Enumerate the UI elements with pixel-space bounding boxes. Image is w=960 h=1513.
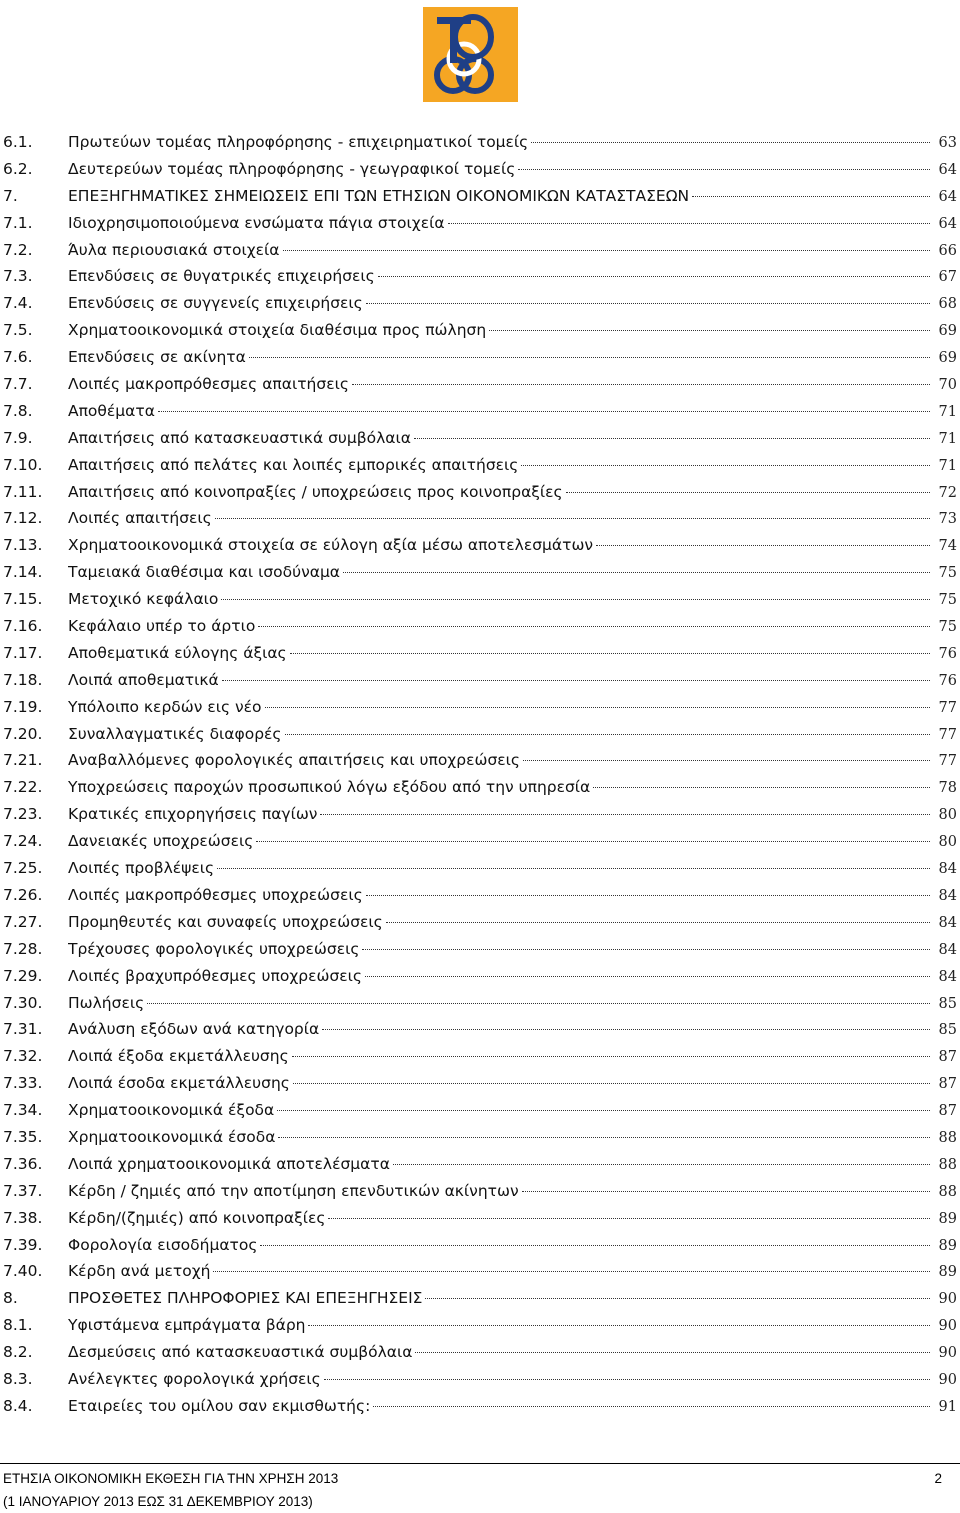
toc-entry-title: Υποχρεώσεις παροχών προσωπικού λόγω εξόδου από την υπηρεσία — [68, 778, 591, 797]
toc-entry-page: 77 — [938, 753, 957, 770]
toc-entry-number: 7.13. — [3, 536, 43, 555]
toc-entry-title: ΠΡΟΣΘΕΤΕΣ ΠΛΗΡΟΦΟΡΙΕΣ ΚΑΙ ΕΠΕΞΗΓΗΣΕΙΣ — [68, 1289, 423, 1308]
toc-entry-page: 90 — [938, 1345, 957, 1362]
toc-entry-number: 7.9. — [3, 428, 33, 447]
toc-entry-number: 7.15. — [3, 590, 43, 609]
toc-entry[interactable] — [0, 452, 960, 479]
toc-dot-leader — [523, 760, 930, 761]
toc-entry-number: 7.39. — [3, 1235, 43, 1254]
toc-entry-title: Επενδύσεις σε ακίνητα — [68, 348, 246, 367]
toc-entry[interactable] — [0, 237, 960, 264]
toc-entry-number: 7.26. — [3, 885, 43, 904]
toc-entry-page: 71 — [938, 403, 957, 420]
toc-entry[interactable] — [0, 344, 960, 371]
toc-entry[interactable] — [0, 129, 960, 156]
toc-entry-number: 7. — [3, 186, 18, 205]
toc-entry-number: 7.17. — [3, 643, 43, 662]
toc-entry-number: 7.12. — [3, 509, 43, 528]
toc-entry[interactable] — [0, 210, 960, 237]
toc-entry-page: 87 — [938, 1103, 957, 1120]
toc-dot-leader — [425, 1298, 930, 1299]
table-of-contents — [0, 129, 960, 1420]
footer-divider — [0, 1463, 960, 1464]
toc-entry-number: 7.20. — [3, 724, 43, 743]
toc-entry-page: 71 — [938, 430, 957, 447]
toc-entry-title: Λοιπά έσοδα εκμετάλλευσης — [68, 1074, 290, 1093]
toc-entry-page: 64 — [938, 161, 957, 178]
toc-entry[interactable] — [0, 1232, 960, 1259]
toc-entry-page: 89 — [938, 1210, 957, 1227]
toc-entry-number: 7.32. — [3, 1047, 43, 1066]
toc-entry-title: Επενδύσεις σε θυγατρικές επιχειρήσεις — [68, 267, 375, 286]
toc-entry-number: 7.38. — [3, 1208, 43, 1227]
toc-entry-title: Δανειακές υποχρεώσεις — [68, 832, 254, 851]
toc-entry-title: Συναλλαγματικές διαφορές — [68, 724, 282, 743]
toc-entry-page: 84 — [938, 914, 957, 931]
toc-dot-leader — [158, 411, 930, 412]
toc-dot-leader — [278, 1137, 930, 1138]
toc-entry-number: 7.40. — [3, 1262, 43, 1281]
toc-entry-number: 6.2. — [3, 159, 33, 178]
toc-dot-leader — [366, 895, 930, 896]
toc-entry-number: 7.4. — [3, 294, 33, 313]
toc-entry-title: Πρωτεύων τομέας πληροφόρησης - επιχειρηματικοί τομείς — [68, 133, 529, 151]
toc-entry[interactable] — [0, 1285, 960, 1312]
toc-entry-title: Ταμειακά διαθέσιμα και ισοδύναμα — [68, 563, 341, 582]
toc-entry-page: 70 — [938, 377, 957, 394]
toc-entry-title: Απαιτήσεις από πελάτες και λοιπές εμπορικές απαιτήσεις — [68, 455, 519, 474]
toc-entry-page: 89 — [938, 1237, 957, 1254]
toc-entry-title: ΕΠΕΞΗΓΗΜΑΤΙΚΕΣ ΣΗΜΕΙΩΣΕΙΣ ΕΠΙ ΤΩΝ ΕΤΗΣΙΩΝ ΟΙΚΟΝΟΜΙΚΩΝ ΚΑΤΑΣΤΑΣΕΩΝ — [68, 186, 690, 205]
toc-entry[interactable] — [0, 1151, 960, 1178]
toc-dot-leader — [373, 1406, 930, 1407]
toc-entry-page: 73 — [938, 511, 957, 528]
toc-entry-title: Φορολογία εισοδήματος — [68, 1235, 258, 1254]
toc-entry[interactable] — [0, 398, 960, 425]
toc-entry[interactable] — [0, 882, 960, 909]
toc-dot-leader — [352, 384, 930, 385]
toc-entry-title: Χρηματοοικονομικά έξοδα — [68, 1101, 275, 1120]
toc-entry-page: 63 — [938, 135, 957, 151]
toc-entry-number: 8.4. — [3, 1396, 33, 1415]
toc-dot-leader — [414, 438, 930, 439]
toc-entry-number: 7.37. — [3, 1181, 43, 1200]
toc-entry-title: Λοιπές προβλέψεις — [68, 859, 215, 878]
toc-dot-leader — [531, 142, 930, 143]
toc-entry-title: Κέρδη ανά μετοχή — [68, 1262, 211, 1281]
toc-entry-number: 7.18. — [3, 670, 43, 689]
toc-dot-leader — [222, 680, 930, 681]
toc-entry-title: Λοιπά αποθεματικά — [68, 670, 219, 689]
toc-entry-title: Πωλήσεις — [68, 993, 145, 1012]
toc-dot-leader — [328, 1218, 930, 1219]
toc-dot-leader — [593, 787, 930, 788]
toc-entry-number: 7.1. — [3, 213, 33, 232]
toc-entry-page: 76 — [938, 672, 957, 689]
toc-dot-leader — [393, 1164, 930, 1165]
toc-entry-title: Λοιπές μακροπρόθεσμες απαιτήσεις — [68, 375, 349, 394]
toc-entry[interactable] — [0, 613, 960, 640]
toc-dot-leader — [249, 357, 930, 358]
toc-entry-number: 7.36. — [3, 1154, 43, 1173]
toc-entry[interactable] — [0, 909, 960, 936]
toc-entry[interactable] — [0, 263, 960, 290]
toc-entry-number: 7.11. — [3, 482, 43, 501]
toc-dot-leader — [365, 976, 930, 977]
toc-entry-page: 89 — [938, 1264, 957, 1281]
toc-entry-title: Λοιπές απαιτήσεις — [68, 509, 212, 528]
toc-entry[interactable] — [0, 1097, 960, 1124]
toc-dot-leader — [292, 1056, 930, 1057]
toc-entry[interactable] — [0, 586, 960, 613]
toc-entry-page: 75 — [938, 565, 957, 582]
toc-entry-page: 64 — [938, 188, 957, 205]
toc-entry-number: 7.21. — [3, 751, 43, 770]
toc-entry-page: 77 — [938, 726, 957, 743]
toc-dot-leader — [366, 303, 930, 304]
toc-entry-number: 6.1. — [3, 133, 33, 151]
toc-entry-title: Ανάλυση εξόδων ανά κατηγορία — [68, 1020, 320, 1039]
toc-entry-title: Απαιτήσεις από κατασκευαστικά συμβόλαια — [68, 428, 411, 447]
toc-entry-number: 7.10. — [3, 455, 43, 474]
toc-entry-page: 88 — [938, 1156, 957, 1173]
toc-entry[interactable] — [0, 990, 960, 1017]
toc-entry-title: Χρηματοοικονομικά στοιχεία σε εύλογη αξία μέσω αποτελεσμάτων — [68, 536, 594, 555]
toc-dot-leader — [290, 653, 930, 654]
toc-entry-number: 8.3. — [3, 1369, 33, 1388]
toc-entry-title: Εταιρείες του ομίλου σαν εκμισθωτής: — [68, 1396, 371, 1415]
toc-entry-number: 7.7. — [3, 375, 33, 394]
toc-entry-number: 7.33. — [3, 1074, 43, 1093]
toc-entry[interactable] — [0, 774, 960, 801]
toc-entry-title: Ιδιοχρησιμοποιούμενα ενσώματα πάγια στοιχεία — [68, 213, 445, 232]
toc-entry[interactable] — [0, 156, 960, 183]
toc-entry-page: 84 — [938, 887, 957, 904]
toc-entry-number: 7.27. — [3, 912, 43, 931]
toc-entry-title: Υπόλοιπο κερδών εις νέο — [68, 697, 262, 716]
toc-entry[interactable] — [0, 667, 960, 694]
toc-dot-leader — [256, 841, 930, 842]
toc-dot-leader — [692, 196, 930, 197]
toc-dot-leader — [283, 250, 930, 251]
toc-entry-page: 84 — [938, 941, 957, 958]
toc-entry-number: 7.29. — [3, 966, 43, 985]
toc-entry[interactable] — [0, 721, 960, 748]
toc-entry-page: 91 — [938, 1398, 957, 1415]
toc-dot-leader — [147, 1003, 930, 1004]
toc-entry[interactable] — [0, 1178, 960, 1205]
toc-entry-number: 7.34. — [3, 1101, 43, 1120]
toc-dot-leader — [260, 1245, 930, 1246]
toc-entry[interactable] — [0, 640, 960, 667]
toc-entry-page: 87 — [938, 1076, 957, 1093]
toc-entry-number: 7.2. — [3, 240, 33, 259]
toc-entry-page: 90 — [938, 1371, 957, 1388]
toc-entry[interactable] — [0, 747, 960, 774]
toc-entry-number: 7.3. — [3, 267, 33, 286]
toc-dot-leader — [518, 169, 930, 170]
toc-entry-number: 7.24. — [3, 832, 43, 851]
toc-entry-title: Λοιπές μακροπρόθεσμες υποχρεώσεις — [68, 885, 363, 904]
toc-dot-leader — [277, 1110, 930, 1111]
toc-entry-page: 84 — [938, 968, 957, 985]
toc-entry-title: Χρηματοοικονομικά έσοδα — [68, 1127, 276, 1146]
toc-entry-page: 69 — [938, 323, 957, 340]
toc-entry-title: Δεσμεύσεις από κατασκευαστικά συμβόλαια — [68, 1343, 413, 1362]
toc-entry-title: Αποθεματικά εύλογης άξιας — [68, 643, 287, 662]
toc-entry-page: 78 — [938, 780, 957, 797]
toc-entry-page: 75 — [938, 592, 957, 609]
toc-entry-page: 69 — [938, 350, 957, 367]
toc-entry-title: Άυλα περιουσιακά στοιχεία — [68, 240, 280, 259]
toc-entry-title: Μετοχικό κεφάλαιο — [68, 590, 219, 609]
toc-entry-page: 75 — [938, 619, 957, 636]
toc-dot-leader — [448, 223, 930, 224]
toc-entry-title: Λοιπά χρηματοοικονομικά αποτελέσματα — [68, 1154, 390, 1173]
toc-entry-title: Αναβαλλόμενες φορολογικές απαιτήσεις και υποχρεώσεις — [68, 751, 520, 770]
toc-entry-page: 74 — [938, 538, 957, 555]
toc-entry[interactable] — [0, 425, 960, 452]
toc-entry-number: 7.8. — [3, 401, 33, 420]
toc-dot-leader — [322, 1029, 930, 1030]
toc-dot-leader — [362, 949, 930, 950]
toc-entry[interactable] — [0, 1070, 960, 1097]
toc-entry-title: Κέρδη/(ζημιές) από κοινοπραξίες — [68, 1208, 326, 1227]
toc-entry-page: 77 — [938, 699, 957, 716]
toc-dot-leader — [378, 276, 930, 277]
toc-entry-page: 72 — [938, 484, 957, 501]
toc-entry[interactable] — [0, 532, 960, 559]
toc-dot-leader — [215, 518, 930, 519]
toc-entry-page: 85 — [938, 995, 957, 1012]
toc-entry[interactable] — [0, 479, 960, 506]
toc-dot-leader — [324, 1379, 930, 1380]
toc-dot-leader — [522, 1191, 930, 1192]
toc-entry-page: 76 — [938, 645, 957, 662]
toc-entry-title: Κέρδη / ζημιές από την αποτίμηση επενδυτικών ακίνητων — [68, 1181, 519, 1200]
toc-entry-page: 85 — [938, 1022, 957, 1039]
toc-dot-leader — [415, 1352, 930, 1353]
toc-entry-number: 7.35. — [3, 1127, 43, 1146]
toc-entry-number: 7.5. — [3, 321, 33, 340]
toc-entry-number: 8.1. — [3, 1316, 33, 1335]
toc-entry[interactable] — [0, 1124, 960, 1151]
toc-entry-page: 71 — [938, 457, 957, 474]
toc-entry-number: 7.19. — [3, 697, 43, 716]
toc-entry-number: 7.25. — [3, 859, 43, 878]
toc-entry-page: 87 — [938, 1049, 957, 1066]
toc-dot-leader — [489, 330, 930, 331]
toc-entry-page: 67 — [938, 269, 957, 286]
toc-entry-title: Κεφάλαιο υπέρ το άρτιο — [68, 617, 256, 636]
toc-entry[interactable] — [0, 936, 960, 963]
toc-entry-page: 84 — [938, 861, 957, 878]
toc-entry-number: 7.16. — [3, 617, 43, 636]
toc-dot-leader — [521, 465, 930, 466]
toc-entry[interactable] — [0, 1016, 960, 1043]
toc-entry-number: 7.23. — [3, 805, 43, 824]
toc-entry-title: Αποθέματα — [68, 401, 155, 420]
toc-dot-leader — [320, 814, 930, 815]
toc-entry[interactable] — [0, 1312, 960, 1339]
toc-entry-number: 7.28. — [3, 939, 43, 958]
toc-entry-title: Επενδύσεις σε συγγενείς επιχειρήσεις — [68, 294, 363, 313]
toc-dot-leader — [596, 545, 930, 546]
toc-entry[interactable] — [0, 1393, 960, 1420]
footer-report-title: ΕΤΗΣΙΑ ΟΙΚΟΝΟΜΙΚΗ ΕΚΘΕΣΗ ΓΙΑ ΤΗΝ ΧΡΗΣΗ 2013 — [3, 1471, 339, 1486]
toc-entry-title: Λοιπές βραχυπρόθεσμες υποχρεώσεις — [68, 966, 363, 985]
tp-logo-icon — [423, 7, 518, 102]
toc-entry[interactable] — [0, 828, 960, 855]
toc-entry-number: 7.30. — [3, 993, 43, 1012]
toc-entry[interactable] — [0, 1339, 960, 1366]
toc-dot-leader — [221, 599, 930, 600]
toc-entry-title: Λοιπά έξοδα εκμετάλλευσης — [68, 1047, 289, 1066]
toc-dot-leader — [308, 1325, 930, 1326]
toc-entry-number: 8.2. — [3, 1343, 33, 1362]
toc-entry[interactable] — [0, 1366, 960, 1393]
toc-entry[interactable] — [0, 801, 960, 828]
toc-entry-page: 66 — [938, 242, 957, 259]
toc-entry[interactable] — [0, 317, 960, 344]
toc-entry-page: 80 — [938, 834, 957, 851]
toc-entry-title: Προμηθευτές και συναφείς υποχρεώσεις — [68, 912, 383, 931]
toc-entry[interactable] — [0, 855, 960, 882]
toc-entry-title: Ανέλεγκτες φορολογικά χρήσεις — [68, 1369, 321, 1388]
toc-dot-leader — [293, 1083, 930, 1084]
toc-entry-number: 7.14. — [3, 563, 43, 582]
toc-dot-leader — [265, 707, 931, 708]
toc-entry[interactable] — [0, 559, 960, 586]
toc-dot-leader — [213, 1271, 930, 1272]
toc-entry-number: 7.22. — [3, 778, 43, 797]
toc-entry-number: 8. — [3, 1289, 18, 1308]
toc-dot-leader — [258, 626, 930, 627]
toc-entry-title: Κρατικές επιχορηγήσεις παγίων — [68, 805, 318, 824]
toc-entry[interactable] — [0, 371, 960, 398]
toc-entry-page: 64 — [938, 215, 957, 232]
toc-entry-title: Δευτερεύων τομέας πληροφόρησης - γεωγραφικοί τομείς — [68, 159, 516, 178]
toc-entry[interactable] — [0, 183, 960, 210]
footer-report-period: (1 ΙΑΝΟΥΑΡΙΟΥ 2013 ΕΩΣ 31 ΔΕΚΕΜΒΡΙΟΥ 2013) — [3, 1494, 313, 1509]
toc-dot-leader — [217, 868, 930, 869]
toc-dot-leader — [386, 922, 930, 923]
toc-entry[interactable] — [0, 1205, 960, 1232]
toc-entry[interactable] — [0, 290, 960, 317]
toc-entry-page: 80 — [938, 807, 957, 824]
toc-entry-page: 90 — [938, 1318, 957, 1335]
toc-entry-title: Υφιστάμενα εμπράγματα βάρη — [68, 1316, 306, 1335]
toc-entry-page: 90 — [938, 1291, 957, 1308]
toc-entry[interactable] — [0, 694, 960, 721]
toc-entry-number: 7.6. — [3, 348, 33, 367]
toc-entry[interactable] — [0, 963, 960, 990]
toc-entry-number: 7.31. — [3, 1020, 43, 1039]
toc-entry-title: Τρέχουσες φορολογικές υποχρεώσεις — [68, 939, 360, 958]
toc-entry-page: 88 — [938, 1129, 957, 1146]
toc-entry[interactable] — [0, 1043, 960, 1070]
toc-entry-title: Απαιτήσεις από κοινοπραξίες / υποχρεώσεις προς κοινοπραξίες — [68, 482, 563, 501]
toc-entry-page: 88 — [938, 1183, 957, 1200]
toc-dot-leader — [566, 492, 930, 493]
toc-dot-leader — [343, 572, 930, 573]
toc-entry[interactable] — [0, 505, 960, 532]
footer-page-number: 2 — [934, 1471, 942, 1486]
toc-entry[interactable] — [0, 1258, 960, 1285]
toc-dot-leader — [285, 734, 930, 735]
toc-entry-title: Χρηματοοικονομικά στοιχεία διαθέσιμα προς πώληση — [68, 321, 487, 340]
toc-entry-page: 68 — [938, 296, 957, 313]
